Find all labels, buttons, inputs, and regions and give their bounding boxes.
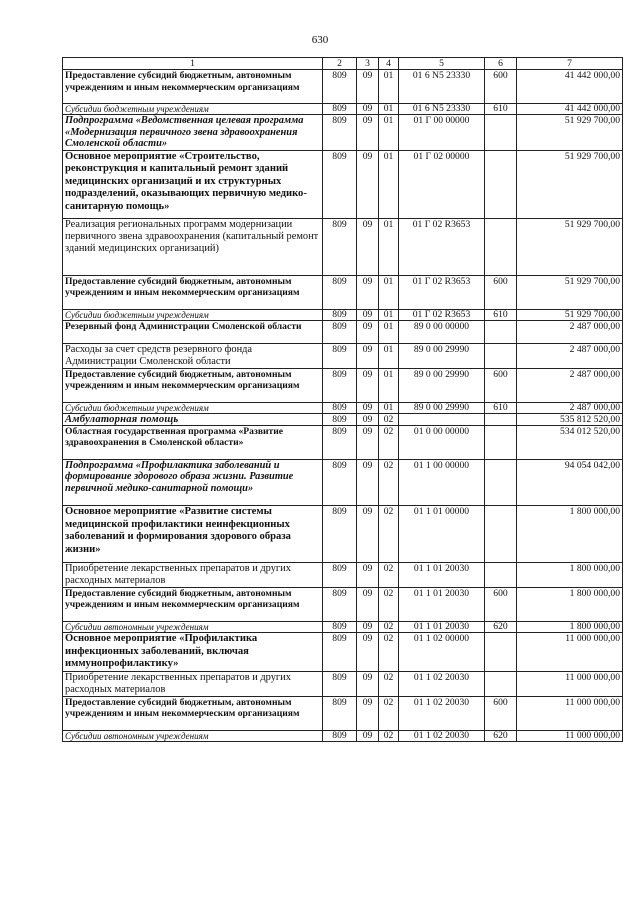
row-name-cell: Подпрограмма «Профилактика заболеваний и формирование здорового образа жизни. Развитие первичной медико-санитарной помощи» (63, 460, 323, 506)
row-expense-type-cell: 600 (485, 275, 517, 309)
row-expense-type-cell (485, 426, 517, 460)
row-expense-type-cell: 620 (485, 730, 517, 741)
table-row (63, 633, 623, 672)
row-expense-type-cell: 600 (485, 696, 517, 730)
row-expense-type-cell: 610 (485, 309, 517, 320)
row-code-cell: 809 (323, 671, 357, 696)
header-col-2: 2 (323, 58, 357, 70)
header-col-6: 6 (485, 58, 517, 70)
row-amount-cell: 534 012 520,00 (517, 426, 623, 460)
table-row (63, 622, 623, 633)
row-code-cell: 809 (323, 563, 357, 588)
row-expense-type-cell (485, 150, 517, 218)
row-expense-type-cell: 610 (485, 402, 517, 413)
row-amount-cell: 51 929 700,00 (517, 275, 623, 309)
row-section-cell: 09 (357, 402, 379, 413)
row-section-cell: 09 (357, 368, 379, 402)
row-expense-type-cell (485, 413, 517, 425)
row-expense-type-cell: 600 (485, 368, 517, 402)
header-col-3: 3 (357, 58, 379, 70)
row-amount-cell: 2 487 000,00 (517, 402, 623, 413)
row-amount-cell: 2 487 000,00 (517, 320, 623, 343)
row-section-cell: 09 (357, 730, 379, 741)
row-target-article-cell: 01 6 N5 23330 (399, 70, 485, 104)
row-name-cell: Субсидии автономным учреждениям (63, 622, 323, 633)
row-section-cell: 09 (357, 426, 379, 460)
row-name-cell: Предоставление субсидий бюджетным, автономным учреждениям и иным некоммерческим организациям (63, 696, 323, 730)
row-section-cell: 09 (357, 104, 379, 115)
row-amount-cell: 51 929 700,00 (517, 150, 623, 218)
row-section-cell: 09 (357, 343, 379, 368)
row-name-cell: Приобретение лекарственных препаратов и других расходных материалов (63, 563, 323, 588)
row-amount-cell: 1 800 000,00 (517, 588, 623, 622)
row-expense-type-cell (485, 563, 517, 588)
budget-table (62, 57, 623, 742)
row-name-cell: Основное мероприятие «Строительство, реконструкция и капитальный ремонт зданий медицинских организаций и их структурных подразделений, оказывающих первичную медико-санитарную помощь» (63, 150, 323, 218)
row-amount-cell: 94 054 042,00 (517, 460, 623, 506)
row-target-article-cell: 01 1 02 00000 (399, 633, 485, 672)
row-subsection-cell: 01 (379, 150, 399, 218)
row-expense-type-cell (485, 218, 517, 275)
row-target-article-cell: 01 1 02 20030 (399, 671, 485, 696)
row-name-cell: Приобретение лекарственных препаратов и других расходных материалов (63, 671, 323, 696)
row-code-cell: 809 (323, 368, 357, 402)
row-amount-cell: 51 929 700,00 (517, 309, 623, 320)
row-subsection-cell: 02 (379, 671, 399, 696)
row-section-cell: 09 (357, 275, 379, 309)
row-name-cell: Предоставление субсидий бюджетным, автономным учреждениям и иным некоммерческим организациям (63, 70, 323, 104)
row-code-cell: 809 (323, 309, 357, 320)
row-name-cell: Предоставление субсидий бюджетным, автономным учреждениям и иным некоммерческим организациям (63, 368, 323, 402)
row-code-cell: 809 (323, 730, 357, 741)
row-expense-type-cell (485, 320, 517, 343)
row-code-cell: 809 (323, 70, 357, 104)
row-target-article-cell: 01 Г 02 R3653 (399, 218, 485, 275)
row-subsection-cell: 01 (379, 104, 399, 115)
table-row (63, 563, 623, 588)
row-code-cell: 809 (323, 115, 357, 150)
row-subsection-cell: 02 (379, 588, 399, 622)
row-amount-cell: 2 487 000,00 (517, 343, 623, 368)
row-section-cell: 09 (357, 70, 379, 104)
row-target-article-cell: 01 1 02 20030 (399, 730, 485, 741)
table-header (63, 58, 623, 70)
row-code-cell: 809 (323, 633, 357, 672)
row-section-cell: 09 (357, 320, 379, 343)
table-row (63, 275, 623, 309)
row-expense-type-cell: 600 (485, 588, 517, 622)
row-target-article-cell: 89 0 00 29990 (399, 368, 485, 402)
row-expense-type-cell: 600 (485, 70, 517, 104)
row-amount-cell: 41 442 000,00 (517, 104, 623, 115)
table-row (63, 320, 623, 343)
row-subsection-cell: 02 (379, 413, 399, 425)
row-name-cell: Реализация региональных программ модернизации первичного звена здравоохранения (капитальный ремонт зданий медицинских организаций) (63, 218, 323, 275)
row-subsection-cell: 01 (379, 309, 399, 320)
row-name-cell: Основное мероприятие «Развитие системы медицинской профилактики неинфекционных заболеваний и формирования здорового образа жизни» (63, 506, 323, 563)
header-col-1: 1 (63, 58, 323, 70)
row-subsection-cell: 01 (379, 275, 399, 309)
table-row (63, 426, 623, 460)
row-expense-type-cell (485, 633, 517, 672)
table-row (63, 343, 623, 368)
row-target-article-cell: 01 1 02 20030 (399, 696, 485, 730)
row-amount-cell: 2 487 000,00 (517, 368, 623, 402)
table-row (63, 696, 623, 730)
row-code-cell: 809 (323, 218, 357, 275)
row-subsection-cell: 02 (379, 696, 399, 730)
row-target-article-cell: 01 1 01 20030 (399, 563, 485, 588)
row-name-cell: Субсидии автономным учреждениям (63, 730, 323, 741)
row-section-cell: 09 (357, 150, 379, 218)
row-subsection-cell: 01 (379, 343, 399, 368)
row-section-cell: 09 (357, 413, 379, 425)
row-code-cell: 809 (323, 460, 357, 506)
row-target-article-cell (399, 413, 485, 425)
table-row (63, 150, 623, 218)
row-section-cell: 09 (357, 671, 379, 696)
row-target-article-cell: 01 Г 02 00000 (399, 150, 485, 218)
row-name-cell: Субсидии бюджетным учреждениям (63, 104, 323, 115)
row-code-cell: 809 (323, 588, 357, 622)
row-subsection-cell: 02 (379, 426, 399, 460)
row-subsection-cell: 02 (379, 563, 399, 588)
row-name-cell: Амбулаторная помощь (63, 413, 323, 425)
row-subsection-cell: 02 (379, 460, 399, 506)
row-section-cell: 09 (357, 218, 379, 275)
table-row (63, 506, 623, 563)
row-code-cell: 809 (323, 426, 357, 460)
row-section-cell: 09 (357, 506, 379, 563)
row-name-cell: Основное мероприятие «Профилактика инфекционных заболеваний, включая иммунопрофилактику» (63, 633, 323, 672)
page-number: 630 (311, 34, 329, 46)
row-amount-cell: 51 929 700,00 (517, 115, 623, 150)
row-code-cell: 809 (323, 104, 357, 115)
row-target-article-cell: 89 0 00 29990 (399, 402, 485, 413)
row-target-article-cell: 01 Г 02 R3653 (399, 275, 485, 309)
table-row (63, 218, 623, 275)
row-section-cell: 09 (357, 622, 379, 633)
row-amount-cell: 11 000 000,00 (517, 730, 623, 741)
row-code-cell: 809 (323, 150, 357, 218)
row-target-article-cell: 89 0 00 29990 (399, 343, 485, 368)
row-name-cell: Предоставление субсидий бюджетным, автономным учреждениям и иным некоммерческим организациям (63, 275, 323, 309)
row-target-article-cell: 01 Г 02 R3653 (399, 309, 485, 320)
row-target-article-cell: 01 1 01 20030 (399, 622, 485, 633)
row-amount-cell: 11 000 000,00 (517, 633, 623, 672)
row-code-cell: 809 (323, 402, 357, 413)
header-col-5: 5 (399, 58, 485, 70)
row-subsection-cell: 02 (379, 622, 399, 633)
table-row (63, 115, 623, 150)
row-amount-cell: 1 800 000,00 (517, 622, 623, 633)
row-target-article-cell: 01 0 00 00000 (399, 426, 485, 460)
row-expense-type-cell (485, 671, 517, 696)
row-subsection-cell: 01 (379, 218, 399, 275)
row-subsection-cell: 02 (379, 506, 399, 563)
row-expense-type-cell (485, 115, 517, 150)
row-amount-cell: 1 800 000,00 (517, 506, 623, 563)
row-code-cell: 809 (323, 622, 357, 633)
row-section-cell: 09 (357, 588, 379, 622)
row-amount-cell: 11 000 000,00 (517, 671, 623, 696)
row-subsection-cell: 01 (379, 320, 399, 343)
row-code-cell: 809 (323, 413, 357, 425)
row-name-cell: Предоставление субсидий бюджетным, автономным учреждениям и иным некоммерческим организациям (63, 588, 323, 622)
table-row (63, 413, 623, 425)
row-subsection-cell: 01 (379, 70, 399, 104)
row-code-cell: 809 (323, 343, 357, 368)
row-target-article-cell: 01 Г 00 00000 (399, 115, 485, 150)
row-expense-type-cell (485, 460, 517, 506)
row-target-article-cell: 01 1 00 00000 (399, 460, 485, 506)
row-code-cell: 809 (323, 320, 357, 343)
table-row (63, 368, 623, 402)
row-target-article-cell: 01 1 01 00000 (399, 506, 485, 563)
row-target-article-cell: 01 1 01 20030 (399, 588, 485, 622)
row-code-cell: 809 (323, 506, 357, 563)
row-name-cell: Подпрограмма «Ведомственная целевая программа «Модернизация первичного звена здравоохранения Смоленской области» (63, 115, 323, 150)
row-section-cell: 09 (357, 309, 379, 320)
row-amount-cell: 41 442 000,00 (517, 70, 623, 104)
row-name-cell: Областная государственная программа «Развитие здравоохранения в Смоленской области» (63, 426, 323, 460)
row-subsection-cell: 02 (379, 633, 399, 672)
table-row (63, 460, 623, 506)
table-row (63, 730, 623, 741)
table-row (63, 309, 623, 320)
row-amount-cell: 11 000 000,00 (517, 696, 623, 730)
row-target-article-cell: 89 0 00 00000 (399, 320, 485, 343)
row-section-cell: 09 (357, 460, 379, 506)
row-name-cell: Резервный фонд Администрации Смоленской области (63, 320, 323, 343)
row-subsection-cell: 02 (379, 730, 399, 741)
row-code-cell: 809 (323, 696, 357, 730)
header-col-7: 7 (517, 58, 623, 70)
row-amount-cell: 51 929 700,00 (517, 218, 623, 275)
row-expense-type-cell (485, 343, 517, 368)
row-amount-cell: 535 812 520,00 (517, 413, 623, 425)
row-name-cell: Субсидии бюджетным учреждениям (63, 309, 323, 320)
table-row (63, 104, 623, 115)
table-row (63, 402, 623, 413)
row-section-cell: 09 (357, 115, 379, 150)
row-subsection-cell: 01 (379, 368, 399, 402)
row-expense-type-cell (485, 506, 517, 563)
row-expense-type-cell: 610 (485, 104, 517, 115)
row-subsection-cell: 01 (379, 402, 399, 413)
table-body (63, 70, 623, 741)
row-expense-type-cell: 620 (485, 622, 517, 633)
row-amount-cell: 1 800 000,00 (517, 563, 623, 588)
row-subsection-cell: 01 (379, 115, 399, 150)
row-section-cell: 09 (357, 563, 379, 588)
header-col-4: 4 (379, 58, 399, 70)
row-target-article-cell: 01 6 N5 23330 (399, 104, 485, 115)
row-section-cell: 09 (357, 696, 379, 730)
row-code-cell: 809 (323, 275, 357, 309)
row-name-cell: Субсидии бюджетным учреждениям (63, 402, 323, 413)
row-section-cell: 09 (357, 633, 379, 672)
table-row (63, 671, 623, 696)
table-row (63, 70, 623, 104)
row-name-cell: Расходы за счет средств резервного фонда Администрации Смоленской области (63, 343, 323, 368)
table-row (63, 588, 623, 622)
